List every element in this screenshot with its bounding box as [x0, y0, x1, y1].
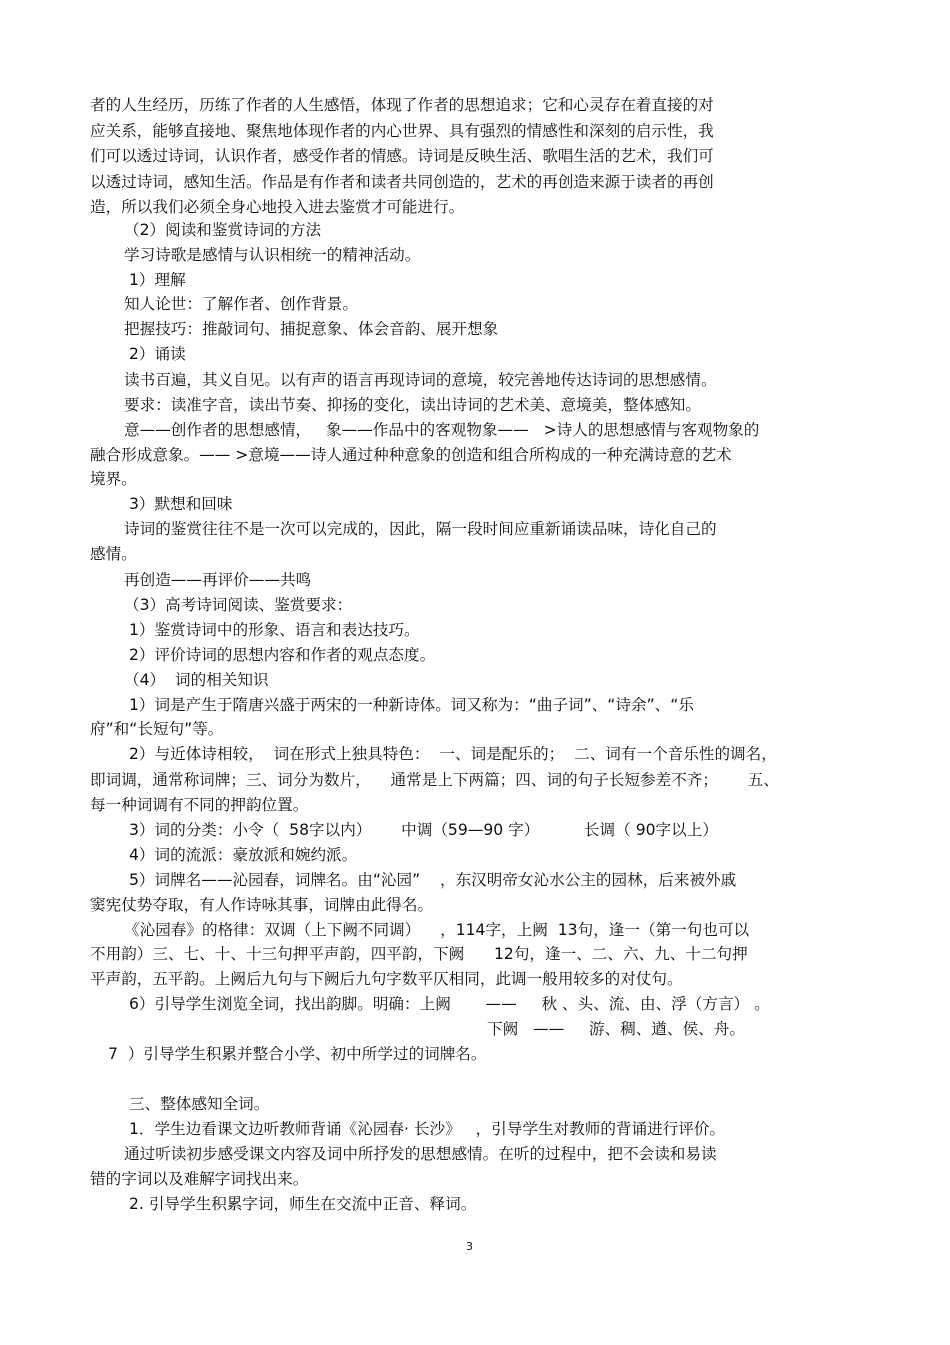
text-line: 者的人生经历，历练了作者的人生感悟，体现了作者的思想追求；它和心灵存在着直接的对: [90, 96, 714, 114]
text-line: 读书百遍，其义自见。以有声的语言再现诗词的意境，较完善地传达诗词的思想感情。: [124, 371, 717, 389]
text-line: 每一种词调有不同的押韵位置。: [90, 796, 309, 814]
text-line: 平声韵，五平韵。上阙后九句与下阙后九句字数平仄相同，此调一般用较多的对仗句。: [90, 970, 683, 988]
text-line: （4） 词的相关知识: [124, 671, 269, 689]
text-line: 2）评价诗词的思想内容和作者的观点态度。: [129, 646, 436, 664]
text-line: 诗词的鉴赏往往不是一次可以完成的，因此，隔一段时间应重新诵读品味，诗化自己的: [124, 520, 717, 538]
text-line: 2）诵读: [129, 345, 186, 363]
text-line: 府”和“长短句”等。: [90, 720, 224, 738]
text-line: 1）理解: [129, 271, 186, 289]
text-line: 以透过诗词，感知生活。作品是有作者和读者共同创造的，艺术的再创造来源于读者的再创: [90, 173, 714, 191]
text-line: 1）鉴赏诗词中的形象、语言和表达技巧。: [129, 621, 420, 639]
text-line: 意——创作者的思想感情， 象——作品中的客观物象—— >诗人的思想感情与客观物象的: [124, 421, 760, 439]
text-line: 通过听读初步感受课文内容及词中所抒发的思想感情。在听的过程中，把不会读和易读: [124, 1145, 717, 1163]
text-line: 们可以透过诗词，认识作者，感受作者的情感。诗词是反映生活、歌唱生活的艺术，我们可: [90, 147, 714, 165]
text-line: 感情。: [90, 545, 137, 563]
text-line: 知人论世：了解作者、创作背景。: [124, 295, 358, 313]
text-line: 1．学生边看课文边听教师背诵《沁园春· 长沙》 ，引导学生对教师的背诵进行评价。: [129, 1120, 726, 1138]
text-line: 造，所以我们必须全身心地投入进去鉴赏才可能进行。: [90, 198, 465, 216]
text-line: 下阙 —— 游、稠、遒、侯、舟。: [487, 1020, 745, 1038]
text-line: 应关系，能够直接地、聚焦地体现作者的内心世界、具有强烈的情感性和深刻的启示性，我: [90, 122, 714, 140]
text-line: 错的字词以及难解字词找出来。: [90, 1170, 309, 1188]
page-number: 3: [466, 1240, 473, 1253]
text-line: 3）默想和回味: [129, 495, 233, 513]
text-line: 三、整体感知全词。: [129, 1095, 270, 1113]
text-line: 再创造——再评价——共鸣: [124, 571, 312, 589]
text-line: 《沁园春》的格律：双调（上下阙不同调） ，114字，上阙 13句，逢一（第一句也可以: [124, 921, 750, 939]
text-line: 2. 引导学生积累字词，师生在交流中正音、释词。: [129, 1195, 477, 1213]
text-line: 1）词是产生于隋唐兴盛于两宋的一种新诗体。词又称为：“曲子词”、“诗余”、“乐: [129, 696, 694, 714]
text-line: 4）词的流派：豪放派和婉约派。: [129, 846, 358, 864]
text-line: 窦宪仗势夺取，有人作诗咏其事，词牌由此得名。: [90, 896, 434, 914]
text-line: 2）与近体诗相较， 词在形式上独具特色： 一、词是配乐的； 二、词有一个音乐性的调名，: [129, 745, 777, 763]
text-line: 学习诗歌是感情与认识相统一的精神活动。: [124, 246, 421, 264]
text-line: 境界。: [90, 470, 137, 488]
text-line: 要求：读准字音，读出节奏、抑扬的变化，读出诗词的艺术美、意境美，整体感知。: [124, 396, 701, 414]
text-line: 把握技巧：推敲词句、捕捉意象、体会音韵、展开想象: [124, 320, 499, 338]
text-line: 即词调，通常称词牌；三、词分为数片， 通常是上下两篇；四、词的句子长短参差不齐； 五、: [90, 771, 779, 789]
text-line: 7 ）引导学生积累并整合小学、初中所学过的词牌名。: [108, 1045, 487, 1063]
text-line: 融合形成意象。—— >意境——诗人通过种种意象的创造和组合所构成的一种充满诗意的艺术: [90, 446, 732, 464]
text-line: （3）高考诗词阅读、鉴赏要求：: [124, 596, 353, 614]
text-line: 不用韵）三、七、十、十三句押平声韵，四平韵，下阙 12句，逢一、二、六、九、十二句押: [90, 945, 748, 963]
text-line: 3）词的分类：小令（ 58字以内） 中调（59—90 字） 长调（ 90字以上）: [129, 821, 718, 839]
text-line: 5）词牌名——沁园春，词牌名。由“沁园” ，东汉明帝女沁水公主的园林，后来被外戚: [129, 871, 737, 889]
text-line: （2）阅读和鉴赏诗词的方法: [124, 221, 322, 239]
text-line: 6）引导学生浏览全词，找出韵脚。明确：上阙 —— 秋 、头、流、由、浮（方言） 。: [129, 995, 770, 1013]
